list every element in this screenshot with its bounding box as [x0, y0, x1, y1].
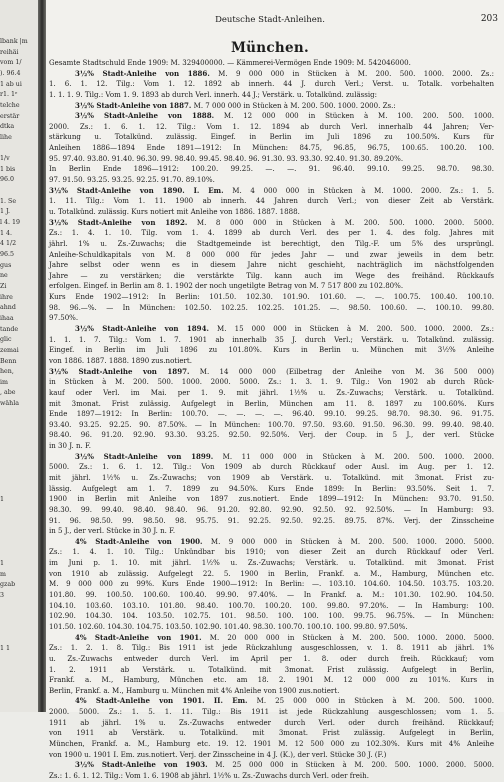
text-line: 1900 in Berlin mit Anleihe von 1897 zus.notiert. Ende 1899—1912: In München: 93.70. 91.50.	[49, 494, 494, 504]
text-line: 97.50%.	[49, 313, 79, 323]
left-page-fragment: m	[0, 570, 6, 578]
left-page-fragment: 1 ab ui	[0, 80, 22, 88]
text-line: 3½% Stadt-Anleihe von 1888. M. 12 000 000 in Stücken à M. 100. 200. 500. 1000.	[75, 111, 494, 121]
text-line: kauf oder Verl. im Mai. per 1. 9. mit jährl. 1½% u. Zs.-Zuwachs; Verstärk. u. Totalkünd.	[49, 387, 494, 397]
text-line: mit 3monat. Frist zulässig. Aufgelegt in Berlin, München am 11. 8. 1897 zu 100.60%. Kurs	[49, 398, 494, 408]
text-line: 98.40. 96. 91.20. 92.90. 93.30. 93.25. 92.50. 92.50%. Verj. der Coup. in 5 J., der verl. Stücke	[49, 430, 494, 440]
left-page-fragment: wähla	[0, 400, 19, 408]
loan-heading: 3½% Stadt-Anleihe von 1887.	[75, 100, 192, 110]
text-line: München, Frankf. a. M., Hamburg etc. 19. 12. 1901 M. 12 500 000 zu 102.30%. Kurs mit 4% Anleihe	[49, 739, 494, 748]
text-line: Gesamte Stadtschuld Ende 1909: M. 329400000. — Kämmerei-Vermögen Ende 1909: M. 542046000.	[49, 58, 411, 67]
text-line: mit jährl. 1½% u. Zs.-Zuwachs; von 1909 ab Verstärk. u. Totalkünd. mit 3monat. Frist zu-	[49, 472, 494, 482]
text-line: von 1900 u. 1901 I. Em. zus.notiert. Verj. der Zinsscheine in 4 J. (K.), der verl. Stücke 30 J. (F.)	[49, 749, 387, 759]
text-line: 3½% Stadt-Anleihe von 1892. M. 8 000 000 in Stücken à M. 200. 500. 1000. 2000. 5000.	[49, 217, 494, 227]
left-page-fragment: 1 4.	[0, 229, 13, 237]
text-line: im Juni p. 1. 10. mit jährl. 1½% u. Zs.-Zuwachs; Verstärk. u. Totalkünd. mit 3monat. Frist	[49, 558, 494, 568]
loan-heading: 3½% Stadt-Anleihe von 1894.	[75, 324, 209, 334]
left-page-fragment: im	[0, 378, 8, 386]
text-line: 97. 91.50. 93.25. 93.25. 92.25. 91.70. 89.10%.	[49, 175, 215, 185]
loan-heading: 3½% Stadt-Anleihe von 1888.	[75, 111, 215, 121]
loan-heading: 4% Stadt-Anleihe von 1901.	[75, 632, 202, 642]
loan-heading: 3½% Stadt-Anleihe von 1903.	[75, 760, 208, 770]
left-page-fragment: lihe	[0, 133, 12, 141]
left-page-fragment: telche	[0, 101, 20, 109]
left-page-fragment: 1/v	[0, 155, 10, 163]
loan-heading: 4% Stadt-Anleihe von 1900.	[75, 536, 203, 546]
text-line: 93.40. 93.25. 92.25. 90. 87.50%. — In München: 100.70. 97.50. 93.60. 91.50. 96.30. 99. 99.40. 98.40.	[49, 419, 494, 429]
text-line: 3½% Stadt-Anleihe von 1897. M. 14 000 000 (Eilbetrag der Anleihe von M. 36 500 000)	[49, 366, 494, 376]
text-line: Anleihe-Schuldkapitals von M. 8 000 000 für jedes Jahr — und zwar jeweils in dem betr.	[49, 249, 494, 259]
text-line: 98. 96.—%. — In München: 102.50. 102.25. 102.25. 101.25. —. 98.50. 100.60. —. 100.10. 99.80.	[49, 302, 494, 312]
left-page-fragment: dtka	[0, 123, 15, 131]
text-line: Ende 1897—1912: In Berlin: 100.70. —. —. —. —. 96.40. 99.10. 99.25. 98.70. 98.30. 96. 91.75.	[49, 409, 494, 419]
left-page-fragment: 1 1	[0, 645, 11, 653]
text-line: 4% Stadt-Anleihe von 1901. M. 20 000 000 in Stücken à M. 200. 500. 1000. 2000. 5000.	[75, 632, 494, 642]
text-line: 1. 1. 1. 7. Tilg.: Vom 1. 7. 1901 ab innerhalb 35 J. durch Verl.; Verstärk. u. Totalkünd. zulässig.	[49, 334, 494, 344]
text-line: 3½% Stadt-Anleihe von 1899. M. 11 000 000 in Stücken à M. 200. 500. 1000. 2000.	[75, 451, 494, 461]
left-page-fragment: reihäi	[0, 48, 19, 56]
left-page-fragment: zemai	[0, 346, 19, 354]
left-page-fragment: vom 1/	[0, 59, 22, 67]
left-page-fragment: r1. 1ᵉ	[0, 91, 18, 99]
text-line: Jahre selbst oder wenn es in diesem Jahre nicht geschieht, nachträglich im nächstfolgenden	[49, 260, 494, 270]
left-page-fragment: 1 bis	[0, 165, 16, 173]
text-line: Jahre — zu verstärken; die verstärkte Tilg. kann auch im Wege des freihänd. Rückkaufs	[49, 270, 494, 280]
text-line: Zs.: 1. 2. 1. 8. Tilg.: Bis 1911 ist jede Rückzahlung ausgeschlossen, v. 1. 8. 1911 ab jährl. 1%	[49, 643, 494, 653]
text-line: Anleihen 1886—1894 Ende 1891—1912: In München: 84.75, 96.85, 96.75, 100.65. 100.20. 100.	[49, 143, 494, 153]
text-line: 4% Stadt-Anleihe von 1900. M. 9 000 000 in Stücken à M. 200. 500. 1000. 2000. 5000.	[75, 536, 495, 546]
left-page-fragment: , abe	[0, 389, 16, 397]
text-line: von 1911 ab Verstärk. u. Totalkünd. mit 3monat. Frist zulässig. Aufgelegt in Berlin,	[49, 728, 494, 738]
left-page-fragment: lbank |m	[0, 38, 28, 45]
text-line: 102.90. 104.30. 104. 103.50. 102.75. 101. 98.50. 100. 100. 100. 99.75. 96.75%. — In München:	[49, 611, 494, 621]
left-page-fragment: ahnd	[0, 304, 16, 312]
text-line: 2000. Zs.: 1. 6. 1. 12. Tilg.: Vom 1. 12. 1894 ab durch Verl. innerhalb 44 Jahren; Ver-	[49, 121, 494, 131]
left-page-fragment: Benn	[0, 357, 17, 365]
text-line: erfolgen. Eingef. in Berlin am 8. 1. 1902 der noch ungetilgte Betrag von M. 7 517 800 zu 102.80%.	[49, 281, 404, 291]
left-page-edge	[0, 0, 38, 712]
text-line: 3½% Stadt-Anleihe von 1903. M. 25 000 000 in Stücken à M. 200. 500. 1000. 2000. 5000.	[75, 760, 494, 770]
text-line: 4% Stadt-Anleihe von 1901. II. Em. M. 25 000 000 in Stücken à M. 200. 500. 1000.	[75, 696, 495, 706]
left-page-fragment: 96.0	[0, 176, 15, 184]
text-line: stärkung u. Totalkünd. zulässig. Eingef. in Berlin im Juli 1896 zu 100.50%. Kurs für	[49, 132, 494, 142]
loan-heading: 3½% Stadt-Anleihe von 1892.	[49, 217, 188, 227]
text-line: 1. 6. 1. 12. Tilg.: Vom 1. 12. 1892 ab innerh. 44 J. durch Verl.; Verst. u. Totalk. vorbehalten	[49, 79, 494, 89]
text-line: 3½% Stadt-Anleihe von 1886. M. 9 000 000 in Stücken à M. 200. 500. 1000. 2000. Zs.:	[75, 68, 494, 78]
body-text	[49, 58, 494, 782]
text-line: 101.50. 102.60. 104.30. 104.75. 103.50. 102.90. 101.40. 98.30. 100.70. 100.10. 100. 99.80. 97.50%.	[49, 621, 408, 631]
text-line: M. 9 000 000 zu 99%. Kurs Ende 1900—1912: In Berlin: —. 103.10. 104.60. 104.50. 103.75. 103.20.	[49, 579, 494, 589]
loan-heading: 3½% Stadt-Anleihe von 1890. I. Em.	[49, 185, 224, 195]
text-line: 3½% Stadt-Anleihe von 1894. M. 15 000 000 in Stücken à M. 200. 500. 1000. 2000. Zs.:	[75, 324, 494, 334]
left-page-fragment: Zi	[0, 282, 7, 290]
left-page-fragment: ne	[0, 272, 8, 280]
left-page-fragment: 1. Se	[0, 197, 17, 205]
text-line: 95. 97.40. 93.80. 91.40. 96.30. 99. 98.40. 99.45. 98.40. 96. 91.30. 93. 93.30. 92.40. 91.30. 89.20%.	[49, 153, 404, 163]
loan-heading: 3½% Stadt-Anleihe von 1886.	[75, 68, 210, 78]
text-line: von 1886. 1887. 1888. 1890 zus.notiert.	[49, 355, 193, 365]
section-title: München.	[230, 40, 310, 56]
page-number: 203	[480, 14, 498, 24]
document-page	[46, 0, 504, 780]
left-page-fragment: tande	[0, 325, 19, 333]
left-page-fragment: 96.5	[0, 251, 15, 258]
text-line: u. Totalkünd. zulässig. Kurs notiert mit Anleihe von 1886. 1887. 1888.	[49, 206, 300, 216]
text-line: von 1910 ab zulässig. Aufgelegt 22. 5. 1900 in Berlin, Frankf. a. M., Hamburg, München etc.	[49, 568, 494, 578]
text-line: 1. 11. Tilg.: Vom 1. 11. 1900 ab innerh. 44 Jahren durch Verl.; von dieser Zeit ab Verstärk.	[49, 196, 494, 206]
text-line: 98.30. 99. 99.40. 98.40. 98.40. 96. 91.20. 92.80. 92.90. 92.50. 92. 92.50%. — In Hamburg: 93.	[49, 504, 494, 514]
text-line: 1. 1. 1. 9. Tilg.: Vom 1. 9. 1893 ab durch Verl. innerh. 44 J.; Verstärk. u. Totalkünd. zulässig:	[49, 89, 378, 99]
text-line: Zs.: 1. 6. 1. 12. Tilg.: Vom 1. 6. 1908 ab jährl. 1½% u. Zs.-Zuwachs durch Verl. oder freih.	[49, 770, 369, 780]
text-line: Zs.: 1. 4. 1. 10. Tilg.: Unkündbar bis 1910; von dieser Zeit an durch Rückkauf oder Verl.	[49, 547, 494, 557]
text-line: 2000. 5000. Zs.: 1. 5. 1. 11. Tilg.: Bis 1911 ist jede Rückzahlung ausgeschlossen; vom 1. 5.	[49, 707, 494, 717]
left-page-fragment: gus	[0, 261, 12, 269]
text-line: 91. 96. 98.50. 99. 98.50. 98. 95.75. 91. 92.25. 92.50. 92.25. 89.75. 87%. Verj. der Zinsscheine	[49, 515, 494, 525]
loan-heading: 3½% Stadt-Anleihe von 1899.	[75, 451, 214, 461]
text-line: lässig. Aufgelegt am 1. 7. 1899 zu 94.50%. Kurs Ende 1899: In Berlin: 93.50%. Seit 1. 7.	[49, 483, 494, 493]
left-page-fragment: 4 1/2	[0, 240, 17, 248]
text-line: in Stücken à M. 200. 500. 1000. 2000. 5000. Zs.: 1. 3. 1. 9. Tilg.: Von 1902 ab durch Rück-	[49, 377, 494, 387]
left-page-fragment: hen,	[0, 368, 14, 376]
left-page-fragment: erstär	[0, 112, 20, 120]
loan-heading: 4% Stadt-Anleihe von 1901. II. Em.	[75, 696, 248, 706]
running-header: Deutsche Stadt-Anleihen.	[215, 15, 325, 25]
text-line: Berlin, Frankf. a. M., Hamburg u. München mit 4% Anleihe von 1900 zus.notiert.	[49, 685, 340, 695]
text-line: 1911 ab jährl. 1% u. Zs.-Zuwachs entweder durch Verl. oder durch freihänd. Rückkauf;	[49, 717, 494, 727]
text-line: 101.80. 99. 100.50. 100.60. 100.40. 99.90. 97.40%. — In Frankf. a. M.: 101.30. 102.90. 104.50.	[49, 590, 494, 600]
text-line: in 5 J., der verl. Stücke in 30 J. n. F.	[49, 526, 176, 536]
left-page-fragment: 1	[0, 559, 5, 567]
left-page-fragment: gzab	[0, 581, 16, 589]
text-line: u. Zs.-Zuwachs entweder durch Verl. im April per 1. 8. oder durch freih. Rückkauf; vom	[49, 653, 494, 663]
left-page-fragment: 1 J.	[0, 208, 11, 216]
text-line: Kurs Ende 1902—1912: In Berlin: 101.50. 102.30. 101.90. 101.60. —. —. 100.75. 100.40. 100.10.	[49, 292, 494, 302]
text-line: In Berlin Ende 1896—1912: 100.20. 99.25. —. —. 91. 96.40. 99.10. 99.25. 98.70. 98.30.	[49, 164, 494, 174]
text-line: Zs.: 1. 4. 1. 10. Tilg. vom 1. 4. 1899 ab durch Verl. des per 1. 4. des folg. Jahres mit	[49, 228, 494, 238]
loan-heading: 3½% Stadt-Anleihe von 1897.	[49, 366, 190, 376]
text-line: 104.10. 103.60. 103.10. 101.80. 98.40. 100.70. 100.20. 100. 99.80. 97.20%. — In Hamburg: 100.	[49, 600, 494, 610]
left-page-fragment: glic	[0, 336, 12, 344]
text-line: 1. 2. 1911 ab Verstärk. u. Totalkünd. mit 3monat. Frist zulässig. Aufgelegt in Berlin,	[49, 664, 494, 674]
text-line: jährl. 1% u. Zs.-Zuwachs; die Stadtgemeinde ist berechtigt, den Tilg.-F. um 5% des ursprüngl.	[49, 238, 494, 248]
left-page-fragment: ihre	[0, 293, 13, 301]
text-line: 3½% Stadt-Anleihe von 1887. M. 7 000 000 in Stücken à M. 200. 500. 1000. 2000. Zs.:	[75, 100, 396, 110]
text-line: 5000. Zs.: 1. 6. 1. 12. Tilg.: Von 1909 ab durch Rückkauf oder Ausl. im Aug. per 1. 12.	[49, 462, 494, 472]
left-page-fragment: l 4. 19	[0, 219, 21, 227]
text-line: Frankf. a. M., Hamburg, München etc. am 18. 2. 1901 M. 12 000 000 zu 101%. Kurs in	[49, 675, 494, 685]
left-page-fragment: ihaa	[0, 314, 14, 322]
text-line: 3½% Stadt-Anleihe von 1890. I. Em. M. 4 000 000 in Stücken à M. 1000. 2000. Zs.: 1. 5.	[49, 185, 494, 195]
text-line: in 30 J. n. F.	[49, 441, 92, 451]
left-page-fragment: 3	[0, 591, 5, 599]
left-page-fragment: ). 96.4	[0, 69, 21, 77]
book-gutter	[38, 0, 46, 712]
left-page-fragment: 1	[0, 495, 5, 503]
text-line: Eingef. in Berlin im Juli 1896 zu 101.80%. Kurs in Berlin u. München mit 3½% Anleihe	[49, 345, 494, 355]
